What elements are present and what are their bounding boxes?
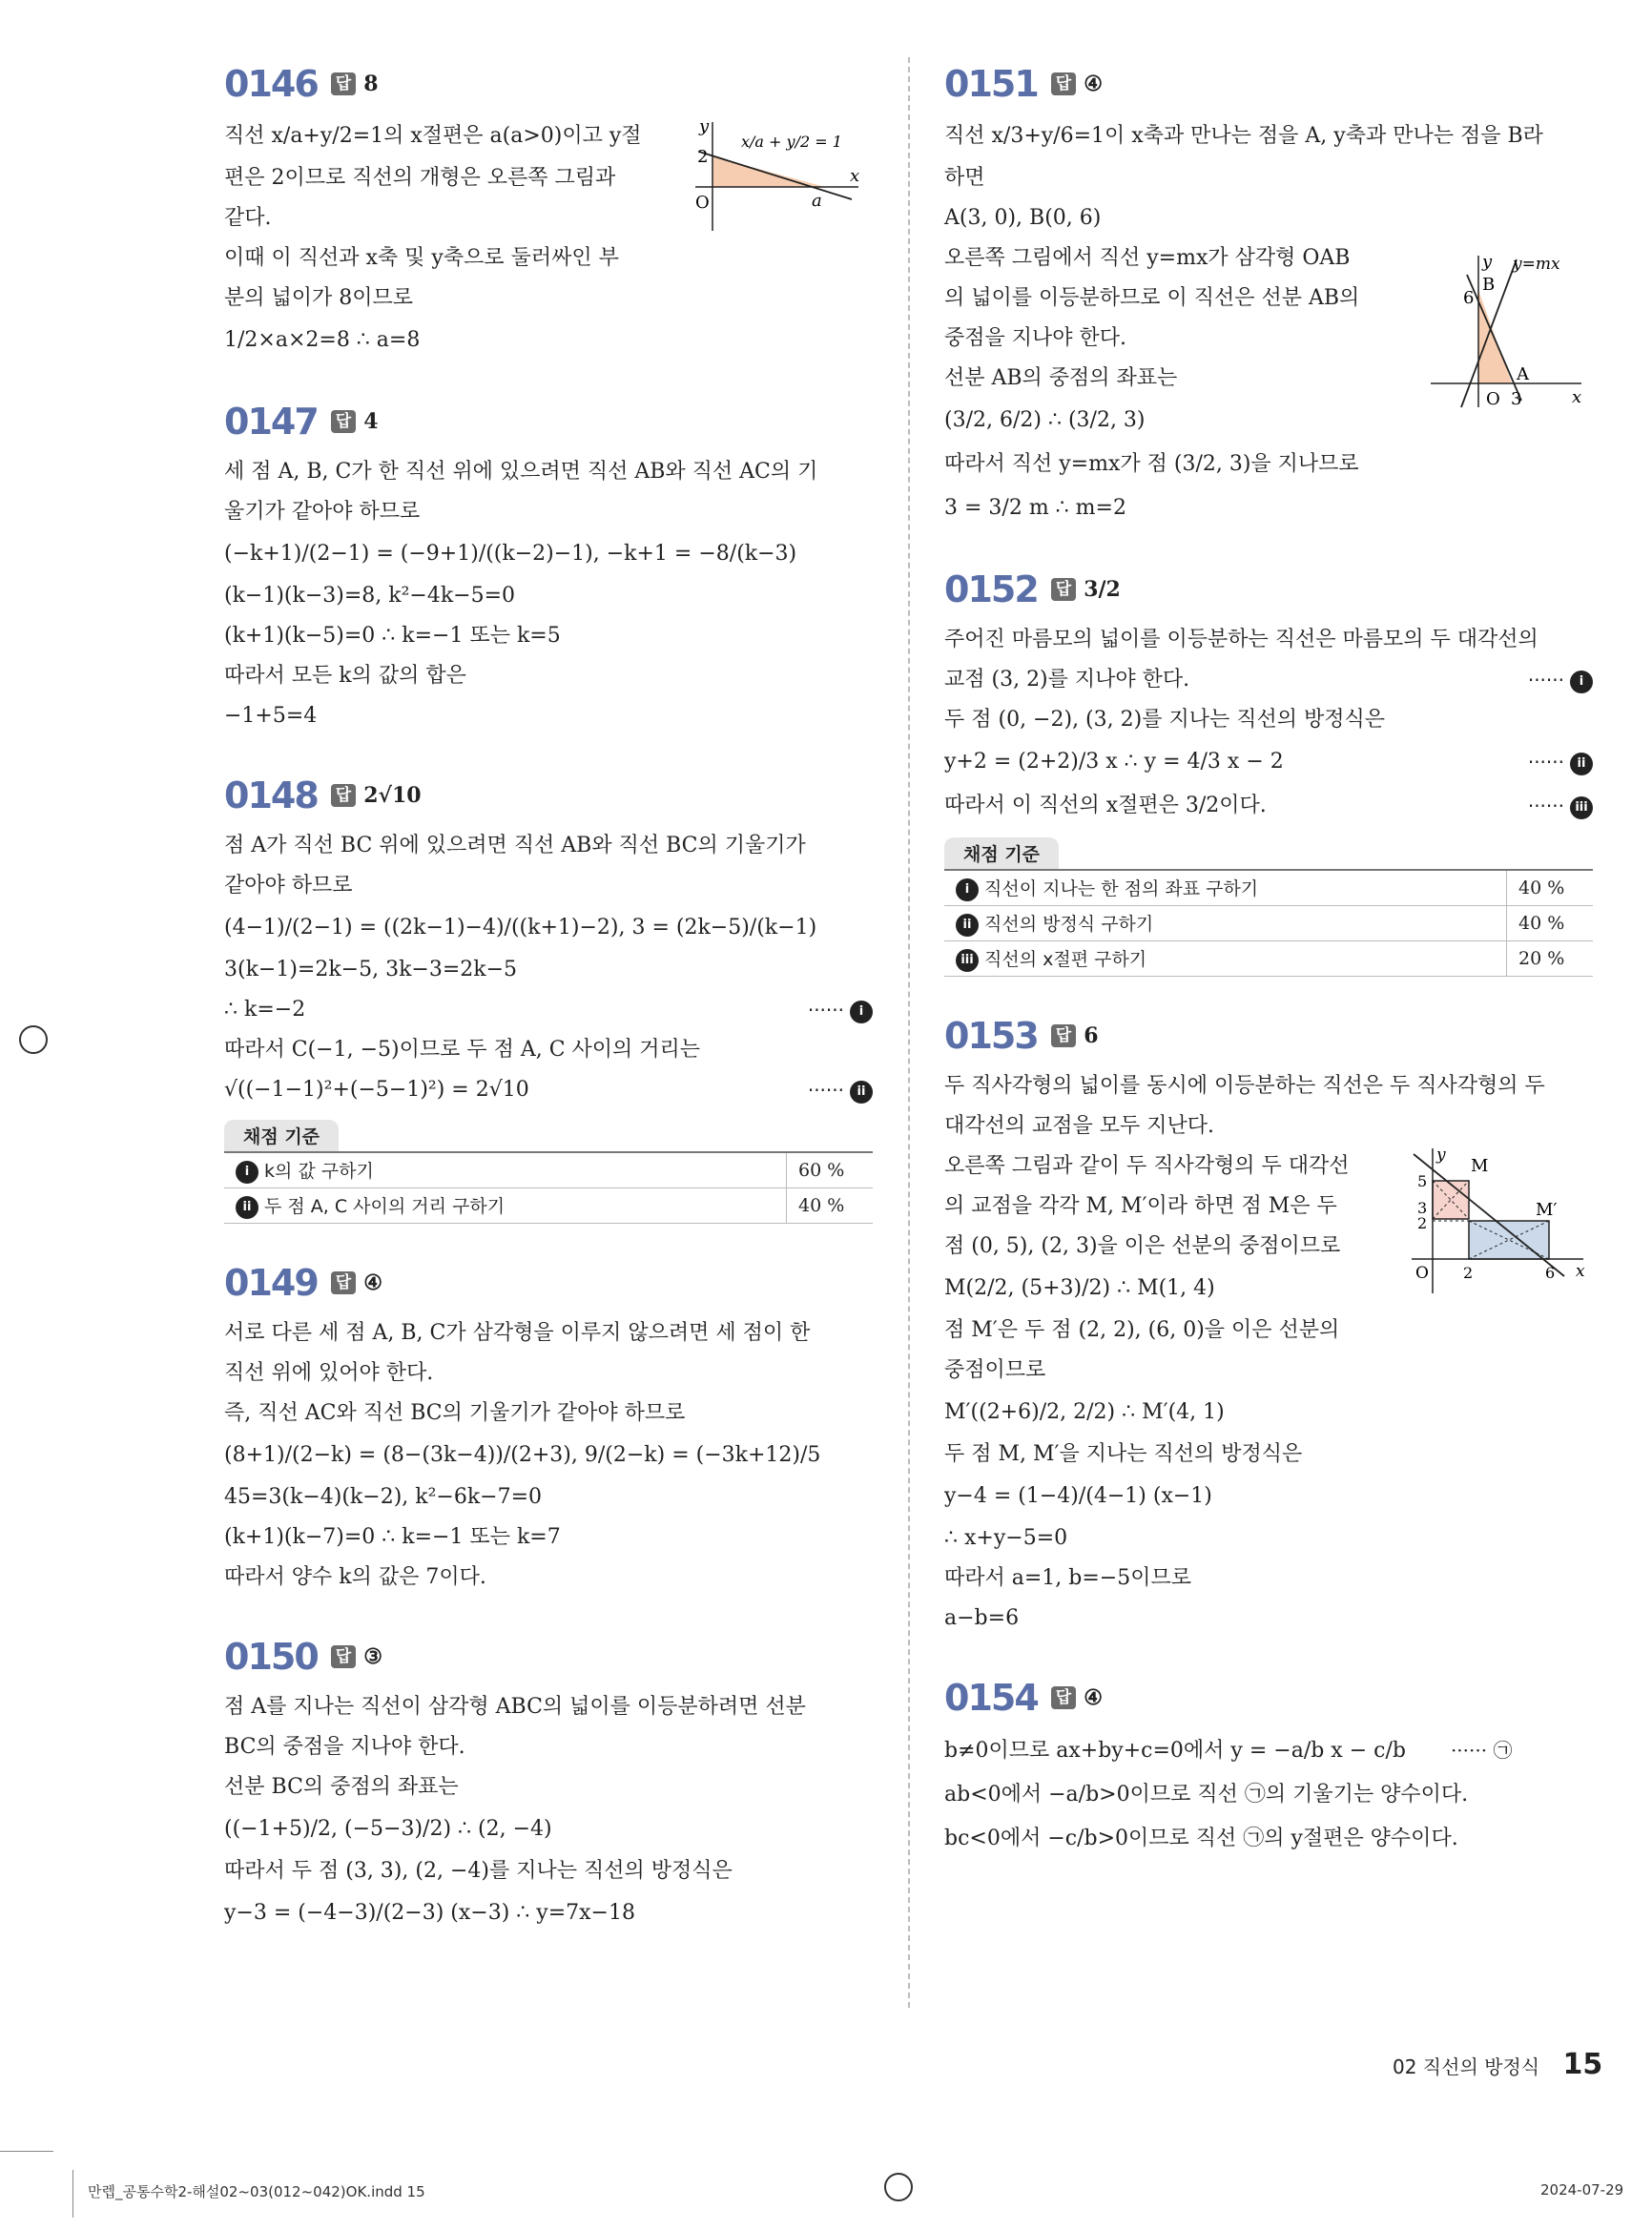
answer-value: ④ — [363, 1270, 382, 1295]
solution-line: 따라서 모든 k의 값의 합은 — [224, 664, 466, 688]
solution-line: 하면 — [944, 166, 985, 190]
answer-badge: 답 — [331, 410, 356, 433]
solution-text: y+2 = (2+2)/3 x ∴ y = 4/3 x − 2 — [944, 750, 1284, 774]
criteria-text: 두 점 A, C 사이의 거리 구하기 — [264, 1196, 506, 1218]
x-tick-label: 6 — [1545, 1264, 1556, 1282]
solution-line: 두 점 (0, −2), (3, 2)를 지나는 직선의 방정식은 — [944, 708, 1385, 732]
y-tick-label: 3 — [1417, 1199, 1428, 1217]
answer-value: ③ — [363, 1644, 382, 1669]
criteria-title: 채점 기준 — [224, 1120, 339, 1151]
criteria-pct: 60 % — [787, 1152, 874, 1188]
step-ii-icon: ii — [850, 1081, 873, 1104]
solution-line: 중점이므로 — [944, 1358, 1046, 1382]
x-tick-label: 2 — [1463, 1264, 1474, 1282]
table-row — [944, 941, 1593, 977]
problem-number: 0152 — [944, 568, 1038, 610]
solution-line — [224, 1070, 873, 1110]
solution-line: 중점을 지나야 한다. — [944, 326, 1126, 350]
criteria-table — [944, 869, 1593, 977]
answer-badge: 답 — [1051, 1024, 1076, 1047]
y-tick-label: 2 — [1417, 1214, 1428, 1232]
solution-line: 대각선의 교점을 모두 지난다. — [944, 1114, 1214, 1138]
solution-line: 서로 다른 세 점 A, B, C가 삼각형을 이루지 않으려면 세 점이 한 — [224, 1321, 811, 1345]
problem-0148 — [224, 771, 873, 1224]
solution-line: 3 = 3/2 m ∴ m=2 — [944, 496, 1126, 520]
problem-number: 0149 — [224, 1262, 318, 1304]
crop-mark — [0, 2151, 53, 2152]
x-tick-label: 3 — [1511, 389, 1522, 409]
solution-line: 분의 넓이가 8이므로 — [224, 286, 413, 310]
solution-line — [944, 740, 1593, 784]
figure-0151-graph — [1421, 250, 1583, 412]
axis-label-y: y — [1482, 252, 1493, 272]
solution-line: (−k+1)/(2−1) = (−9+1)/((k−2)−1), −k+1 = −8/(k−3) — [224, 542, 797, 566]
page-number: 15 — [1562, 2048, 1603, 2081]
y-intercept-label: 2 — [697, 147, 709, 167]
solution-line: (k−1)(k−3)=8, k²−4k−5=0 — [224, 584, 516, 608]
table-row — [944, 906, 1593, 941]
solution-line: 3(k−1)=2k−5, 3k−3=2k−5 — [224, 958, 518, 981]
step-marker: ······ i — [808, 990, 873, 1030]
solution-line: −1+5=4 — [224, 704, 318, 728]
answer-value: 4 — [363, 409, 379, 434]
solution-line: 직선 x/3+y/6=1이 x축과 만나는 점을 A, y축과 만나는 점을 B라 — [944, 124, 1543, 148]
step-marker: ······ ii — [1528, 740, 1593, 784]
solution-line: 따라서 직선 y=mx가 점 (3/2, 3)을 지나므로 — [944, 452, 1359, 476]
left-column — [224, 59, 873, 1970]
solution-line: (3/2, 6/2) ∴ (3/2, 3) — [944, 408, 1146, 432]
solution-line: M(2/2, (5+3)/2) ∴ M(1, 4) — [944, 1276, 1215, 1300]
answer-badge: 답 — [1051, 72, 1076, 95]
figure-0153-graph — [1402, 1143, 1588, 1295]
axis-label-x: x — [850, 166, 860, 186]
answer-badge: 답 — [331, 1271, 356, 1294]
solution-line: 선분 BC의 중점의 좌표는 — [224, 1775, 459, 1799]
solution-line: 45=3(k−4)(k−2), k²−6k−7=0 — [224, 1485, 543, 1509]
solution-line: 오른쪽 그림에서 직선 y=mx가 삼각형 OAB — [944, 246, 1351, 270]
step-ii-icon: ii — [1570, 753, 1593, 775]
solution-line: 점 A가 직선 BC 위에 있으려면 직선 AB와 직선 BC의 기울기가 — [224, 834, 806, 857]
step-i-icon: i — [850, 1001, 873, 1023]
problem-0150 — [224, 1632, 873, 1935]
answer-value: ④ — [1084, 72, 1103, 96]
solution-line: 편은 2이므로 직선의 개형은 오른쪽 그림과 — [224, 166, 616, 190]
problem-number: 0148 — [224, 774, 318, 816]
problem-number: 0154 — [944, 1677, 1038, 1719]
step-i-icon: i — [236, 1161, 258, 1184]
solution-line: 주어진 마름모의 넓이를 이등분하는 직선은 마름모의 두 대각선의 — [944, 628, 1538, 651]
table-row — [224, 1152, 873, 1188]
axis-label-y: y — [1436, 1146, 1446, 1165]
answer-value: 2√10 — [363, 783, 422, 808]
problem-number: 0146 — [224, 63, 318, 105]
solution-line: 선분 AB의 중점의 좌표는 — [944, 366, 1178, 390]
answer-badge: 답 — [1051, 578, 1076, 601]
table-row — [944, 870, 1593, 906]
criteria-text: 직선의 방정식 구하기 — [984, 914, 1154, 936]
solution-line — [944, 784, 1593, 828]
step-marker: ······ iii — [1528, 784, 1593, 828]
point-A-label: A — [1517, 364, 1529, 384]
crop-mark — [72, 2170, 73, 2218]
axis-label-x: x — [1576, 1262, 1585, 1281]
solution-line: 의 넓이를 이등분하므로 이 직선은 선분 AB의 — [944, 286, 1360, 310]
table-row — [224, 1188, 873, 1224]
solution-line: (4−1)/(2−1) = ((2k−1)−4)/((k+1)−2), 3 = (2k−5)/(k−1) — [224, 916, 817, 939]
right-column — [944, 59, 1593, 1895]
x-intercept-label: a — [812, 191, 822, 211]
solution-line: 두 점 M, M′을 지나는 직선의 방정식은 — [944, 1442, 1303, 1466]
solution-line: 점 A를 지나는 직선이 삼각형 ABC의 넓이를 이등분하려면 선분 — [224, 1695, 806, 1719]
solution-line: 세 점 A, B, C가 한 직선 위에 있으려면 직선 AB와 직선 AC의 기 — [224, 460, 818, 484]
problem-0149 — [224, 1258, 873, 1598]
solution-line: y−3 = (−4−3)/(2−3) (x−3) ∴ y=7x−18 — [224, 1901, 635, 1925]
step-ii-icon: ii — [236, 1196, 258, 1219]
problem-0152 — [944, 565, 1593, 977]
solution-line: 즉, 직선 AC와 직선 BC의 기울기가 같아야 하므로 — [224, 1401, 686, 1425]
problem-number: 0151 — [944, 63, 1038, 105]
solution-line: ab<0에서 −a/b>0이므로 직선 ㉠의 기울기는 양수이다. — [944, 1783, 1469, 1807]
solution-line: 따라서 두 점 (3, 3), (2, −4)를 지나는 직선의 방정식은 — [224, 1859, 733, 1883]
solution-text: √((−1−1)²+(−5−1)²) = 2√10 — [224, 1078, 529, 1102]
problem-0151 — [944, 59, 1593, 530]
step-marker: ······ i — [1528, 660, 1593, 700]
y-tick-label: 5 — [1417, 1172, 1428, 1190]
problem-0154 — [944, 1673, 1593, 1861]
solution-line: 직선 위에 있어야 한다. — [224, 1361, 434, 1385]
solution-line — [944, 660, 1593, 700]
problem-number: 0153 — [944, 1015, 1038, 1057]
solution-line: ((−1+5)/2, (−5−3)/2) ∴ (2, −4) — [224, 1817, 552, 1841]
step-iii-icon: iii — [956, 949, 979, 972]
point-Mprime-label: M′ — [1536, 1200, 1558, 1220]
criteria-text: 직선의 x절편 구하기 — [984, 949, 1147, 971]
solution-line: 직선 x/a+y/2=1의 x절편은 a(a>0)이고 y절 — [224, 124, 642, 148]
solution-line: 점 (0, 5), (2, 3)을 이은 선분의 중점이므로 — [944, 1234, 1341, 1258]
solution-line: 울기가 같아야 하므로 — [224, 500, 421, 524]
answer-value: 6 — [1084, 1023, 1099, 1048]
answer-badge: 답 — [331, 72, 356, 95]
solution-line: y−4 = (1−4)/(4−1) (x−1) — [944, 1484, 1212, 1508]
section-footer — [1393, 2048, 1602, 2081]
solution-line: 오른쪽 그림과 같이 두 직사각형의 두 대각선 — [944, 1154, 1350, 1178]
criteria-text: 직선이 지나는 한 점의 좌표 구하기 — [984, 878, 1259, 900]
section-title: 02 직선의 방정식 — [1393, 2055, 1540, 2078]
problem-0147 — [224, 397, 873, 736]
solution-line: 같아야 하므로 — [224, 874, 353, 898]
point-M-label: M — [1471, 1156, 1489, 1176]
answer-value: 3/2 — [1084, 577, 1121, 602]
origin-label: O — [1486, 389, 1500, 409]
solution-line: a−b=6 — [944, 1606, 1020, 1630]
solution-text: 따라서 이 직선의 x절편은 3/2이다. — [944, 794, 1267, 817]
answer-badge: 답 — [1051, 1686, 1076, 1709]
y-tick-label: 6 — [1463, 288, 1475, 308]
answer-value: 8 — [363, 72, 379, 96]
solution-line — [224, 990, 873, 1030]
criteria-pct: 40 % — [1507, 870, 1594, 906]
step-marker: ······ ㉠ — [1450, 1739, 1513, 1762]
solution-line: 이때 이 직선과 x축 및 y축으로 둘러싸인 부 — [224, 246, 619, 270]
registration-mark-icon — [19, 1025, 48, 1054]
column-divider — [908, 57, 910, 2008]
answer-badge: 답 — [331, 784, 356, 807]
figure-0146-graph — [692, 118, 863, 233]
file-info: 만렙_공통수학2-해설02~03(012~042)OK.indd 15 — [88, 2183, 425, 2200]
criteria-pct: 20 % — [1507, 941, 1594, 977]
solution-text: 교점 (3, 2)를 지나야 한다. — [944, 668, 1190, 692]
solution-line: 1/2×a×2=8 ∴ a=8 — [224, 328, 421, 352]
solution-line: 두 직사각형의 넓이를 동시에 이등분하는 직선은 두 직사각형의 두 — [944, 1074, 1545, 1098]
step-i-icon: i — [1570, 671, 1593, 693]
solution-line: M′((2+6)/2, 2/2) ∴ M′(4, 1) — [944, 1400, 1225, 1424]
solution-line: 따라서 a=1, b=−5이므로 — [944, 1566, 1191, 1590]
circle-a-icon: ㉠ — [1493, 1739, 1513, 1762]
solution-line: BC의 중점을 지나야 한다. — [224, 1735, 465, 1759]
origin-label: O — [695, 193, 710, 213]
solution-line: 점 M′은 두 점 (2, 2), (6, 0)을 이은 선분의 — [944, 1318, 1340, 1342]
problem-number: 0150 — [224, 1636, 318, 1678]
step-i-icon: i — [956, 878, 979, 901]
criteria-pct: 40 % — [1507, 906, 1594, 941]
solution-line — [944, 1728, 1593, 1773]
solution-line: 의 교점을 각각 M, M′이라 하면 점 M은 두 — [944, 1194, 1337, 1218]
origin-label: O — [1415, 1264, 1429, 1283]
answer-badge: 답 — [331, 1645, 356, 1668]
criteria-pct: 40 % — [787, 1188, 874, 1224]
line-equation: y=mx — [1513, 255, 1560, 274]
solution-line: (k+1)(k−5)=0 ∴ k=−1 또는 k=5 — [224, 624, 561, 648]
step-marker: ······ ii — [808, 1070, 873, 1110]
solution-line: bc<0에서 −c/b>0이므로 직선 ㉠의 y절편은 양수이다. — [944, 1827, 1458, 1850]
solution-line: A(3, 0), B(0, 6) — [944, 206, 1102, 230]
axis-label-x: x — [1572, 387, 1582, 407]
solution-text: ∴ k=−2 — [224, 998, 306, 1022]
step-iii-icon: iii — [1570, 796, 1593, 819]
line-equation: x/a + y/2 = 1 — [741, 133, 842, 151]
criteria-table — [224, 1151, 873, 1224]
solution-line: 같다. — [224, 206, 272, 230]
criteria-title: 채점 기준 — [944, 837, 1059, 869]
solution-line: 따라서 양수 k의 값은 7이다. — [224, 1565, 486, 1589]
solution-line: (k+1)(k−7)=0 ∴ k=−1 또는 k=7 — [224, 1525, 561, 1549]
solution-line: (8+1)/(2−k) = (8−(3k−4))/(2+3), 9/(2−k) = (−3k+12)/5 — [224, 1443, 821, 1467]
solution-line: 따라서 C(−1, −5)이므로 두 점 A, C 사이의 거리는 — [224, 1038, 701, 1062]
problem-0153 — [944, 1011, 1593, 1639]
solution-text: b≠0이므로 ax+by+c=0에서 y = −a/b x − c/b — [944, 1739, 1406, 1763]
point-B-label: B — [1482, 275, 1496, 295]
solution-line: ∴ x+y−5=0 — [944, 1526, 1068, 1550]
problem-0146 — [224, 59, 873, 362]
criteria-text: k의 값 구하기 — [264, 1161, 374, 1183]
print-date: 2024-07-29 — [1540, 2181, 1624, 2199]
problem-number: 0147 — [224, 401, 318, 443]
answer-value: ④ — [1084, 1685, 1103, 1710]
axis-label-y: y — [699, 118, 710, 136]
registration-mark-icon — [884, 2173, 913, 2201]
step-ii-icon: ii — [956, 914, 979, 937]
